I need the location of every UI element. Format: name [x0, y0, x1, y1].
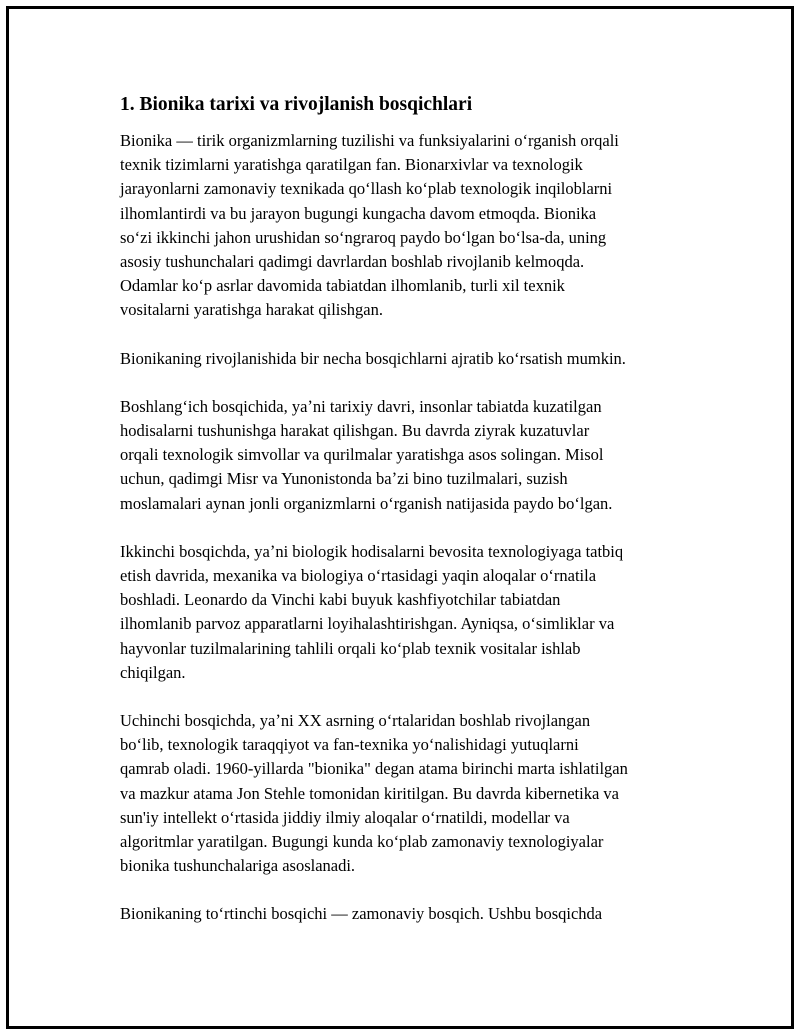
paragraph-intro: Bionika — tirik organizmlarning tuzilishi va funksiyalarini oʻrganish orqali texnik tizimlarni yaratishga qaratilgan fan. Bionarxivlar va texnologik jarayonlarni zamonaviy texnikada qoʻllash koʻplab texnologik inqiloblarni ilhomlantirdi va bu jarayon bugungi kungacha davom etmoqda. Bionika soʻzi ikkinchi jahon urushidan soʻngraroq paydo boʻlgan boʻlsa-da, uning asosiy tushunchalari qadimgi davrlardan boshlab rivojlanib kelmoqda. Odamlar koʻp asrlar davomida tabiatdan ilhomlanib, turli xil texnik vositalarni yaratishga harakat qilishgan.	[120, 131, 619, 320]
paragraph-third-stage: Uchinchi bosqichda, yaʼni XX asrning oʻrtalaridan boshlab rivojlangan boʻlib, texnologik taraqqiyot va fan-texnika yoʻnalishidagi yutuqlarni qamrab oladi. 1960-yillarda "bionika" degan atama birinchi marta ishlatilgan va mazkur atama Jon Stehle tomonidan kiritilgan. Bu davrda kibernetika va sun'iy intellekt oʻrtasida jiddiy ilmiy aloqalar oʻrnatildi, modellar va algoritmlar yaratilgan. Bugungi kunda koʻplab zamonaviy texnologiyalar bionika tushunchalariga asoslanadi.	[120, 711, 628, 876]
paragraph-first-stage: Boshlangʻich bosqichida, yaʼni tarixiy davri, insonlar tabiatda kuzatilgan hodisalarni tushunishga harakat qilishgan. Bu davrda ziyrak kuzatuvlar orqali texnologik simvollar va qurilmalar yaratishga asos solingan. Misol uchun, qadimgi Misr va Yunonistonda baʼzi bino tuzilmalari, suzish moslamalari aynan jonli organizmlarni oʻrganish natijasida paydo boʻlgan.	[120, 396, 613, 513]
paragraph-stages-overview: Bionikaning rivojlanishida bir necha bosqichlarni ajratib koʻrsatish mumkin.	[120, 348, 626, 368]
paragraph-fourth-stage: Bionikaning toʻrtinchi bosqichi — zamonaviy bosqich. Ushbu bosqichda	[120, 904, 603, 924]
page-frame	[6, 6, 794, 1029]
document-body	[120, 93, 710, 951]
section-heading: 1. Bionika tarixi va rivojlanish bosqichlari	[120, 94, 473, 115]
paragraph-second-stage: Ikkinchi bosqichda, yaʼni biologik hodisalarni bevosita texnologiyaga tatbiq etish davrida, mexanika va biologiya oʻrtasidagi yaqin aloqalar oʻrnatila boshladi. Leonardo da Vinchi kabi buyuk kashfiyotchilar tabiatdan ilhomlanib parvoz apparatlarni loyihalashtirishgan. Ayniqsa, oʻsimliklar va hayvonlar tuzilmalarining tahlili orqali koʻplab texnik vositalar ishlab chiqilgan.	[120, 541, 624, 682]
